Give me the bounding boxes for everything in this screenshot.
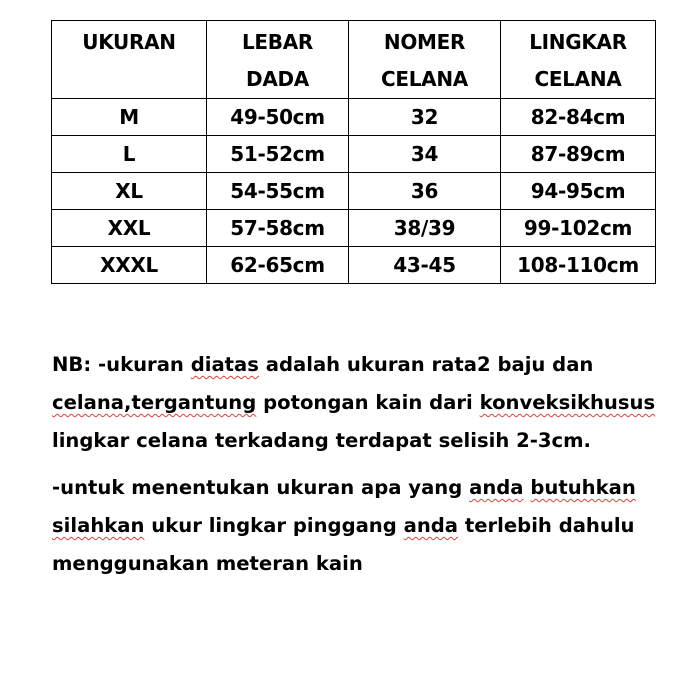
note-line: [52, 346, 672, 384]
header-ukuran: [52, 21, 207, 99]
chest-width-cell: 49-50cm: [207, 99, 349, 136]
pants-circumference-cell: 94-95cm: [501, 173, 656, 210]
header-text: CELANA: [381, 67, 468, 91]
pants-circumference-cell: 108-110cm: [501, 247, 656, 284]
header-text: LEBAR: [241, 30, 314, 54]
header-text: LINGKAR: [529, 30, 627, 54]
header-text: CELANA: [534, 67, 622, 91]
size-chart-table: [51, 20, 656, 284]
note-line: [52, 469, 672, 507]
chest-width-cell: 57-58cm: [207, 210, 349, 247]
note-text: menggunakan meteran kain: [52, 552, 363, 575]
header-text: NOMER: [383, 30, 466, 54]
pants-circumference-cell: 87-89cm: [501, 136, 656, 173]
size-cell: M: [52, 99, 207, 136]
note-text: NB: -ukuran: [52, 353, 191, 376]
header-text: UKURAN: [82, 30, 176, 54]
table-row: [52, 136, 656, 173]
note-text: terlebih dahulu: [458, 514, 635, 537]
note-paragraph: [52, 346, 672, 460]
pants-circumference-cell: 99-102cm: [501, 210, 656, 247]
note-line: [52, 507, 672, 545]
chest-width-cell: 62-65cm: [207, 247, 349, 284]
header-lebar-dada: [207, 21, 349, 99]
header-nomer-celana: [349, 21, 501, 99]
spell-flagged-word: anda: [469, 476, 524, 499]
table-row: [52, 173, 656, 210]
spell-flagged-word: butuhkan: [530, 476, 636, 499]
pants-number-cell: 38/39: [349, 210, 501, 247]
pants-number-cell: 43-45: [349, 247, 501, 284]
note-line: [52, 422, 672, 460]
chest-width-cell: 51-52cm: [207, 136, 349, 173]
pants-number-cell: 32: [349, 99, 501, 136]
size-cell: XXXL: [52, 247, 207, 284]
note-text: ukur lingkar pinggang: [144, 514, 404, 537]
spell-flagged-word: konveksikhusus: [479, 391, 656, 414]
spell-flagged-word: celana,tergantung: [52, 391, 257, 414]
pants-circumference-cell: 82-84cm: [501, 99, 656, 136]
chest-width-cell: 54-55cm: [207, 173, 349, 210]
header-lingkar-celana: [501, 21, 656, 99]
table-header-row: [52, 21, 656, 99]
pants-number-cell: 36: [349, 173, 501, 210]
note-line: [52, 545, 672, 583]
size-cell: XL: [52, 173, 207, 210]
size-notes: [52, 346, 672, 583]
size-cell: L: [52, 136, 207, 173]
spell-flagged-word: anda: [403, 514, 459, 537]
note-paragraph: [52, 469, 672, 583]
pants-number-cell: 34: [349, 136, 501, 173]
spell-flagged-word: silahkan: [52, 514, 145, 537]
table-row: [52, 210, 656, 247]
note-line: [52, 384, 672, 422]
table-row: [52, 247, 656, 284]
spell-flagged-word: diatas: [190, 353, 259, 376]
note-text: adalah ukuran rata2 baju dan: [258, 353, 594, 376]
table-row: [52, 99, 656, 136]
note-text: potongan kain dari: [256, 391, 480, 414]
header-text: DADA: [246, 67, 309, 91]
note-text: -untuk menentukan ukuran apa yang: [52, 476, 470, 499]
note-text: lingkar celana terkadang terdapat selisih 2-3cm.: [52, 429, 592, 452]
size-cell: XXL: [52, 210, 207, 247]
